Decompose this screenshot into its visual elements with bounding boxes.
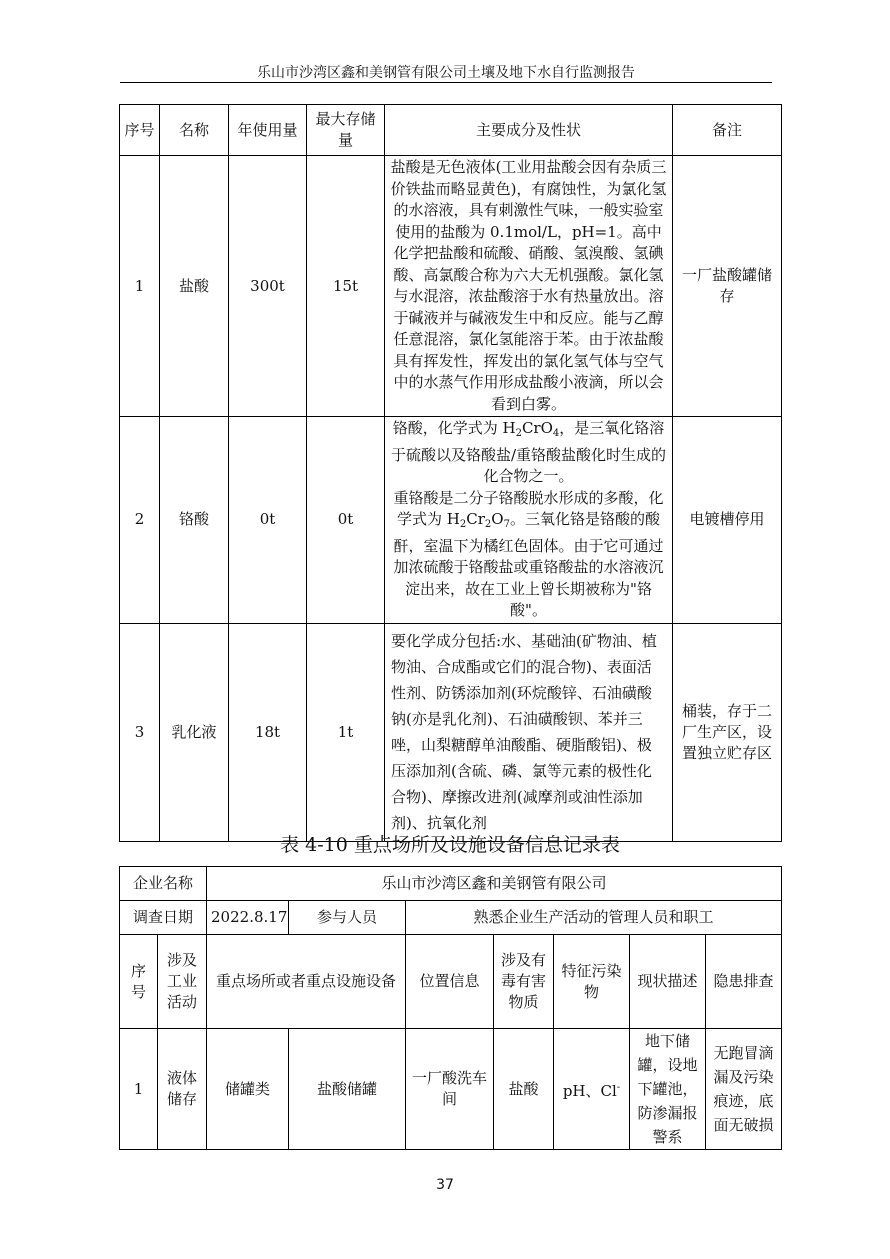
row-annual: 0t — [229, 417, 307, 624]
col-header-location: 位置信息 — [406, 935, 494, 1029]
table-caption: 表 4-10 重点场所及设施设备信息记录表 — [280, 834, 620, 856]
page-number: 37 — [436, 1177, 454, 1193]
row-activity: 液体储存 — [158, 1029, 207, 1150]
col-header-max: 最大存储量 — [307, 105, 385, 156]
row-note: 桶装，存于二厂生产区，设置独立贮存区 — [673, 623, 782, 841]
row-no: 3 — [120, 623, 160, 841]
col-header-no: 序号 — [120, 105, 160, 156]
date-label: 调查日期 — [120, 901, 207, 935]
row-type: 储罐类 — [207, 1029, 289, 1150]
col-header-hazard: 隐患排查 — [706, 935, 782, 1029]
header-rule — [120, 82, 772, 83]
table-header-row — [120, 105, 782, 156]
row-facility: 盐酸储罐 — [289, 1029, 406, 1150]
col-header-no: 序号 — [120, 935, 158, 1029]
table-row — [120, 1029, 782, 1150]
row-description: 要化学成分包括:水、基础油(矿物油、植物油、合成酯或它们的混合物)、表面活性剂、防锈添加剂(环烷酸锌、石油磺酸钠(亦是乳化剂)、石油磺酸钡、苯并三唑，山梨糖醇单油酸酯、硬脂酸铝)、极压添加剂(含硫、磷、氯等元素的极性化合物)、摩擦改进剂(减摩剂或油性添加剂)、抗氧化剂 — [385, 623, 673, 841]
table-row — [120, 417, 782, 624]
col-header-activity: 涉及工业活动 — [158, 935, 207, 1029]
row-note: 一厂盐酸罐储存 — [673, 156, 782, 417]
row-annual: 300t — [229, 156, 307, 417]
company-label: 企业名称 — [120, 867, 207, 901]
row-max: 0t — [307, 417, 385, 624]
col-header-annual: 年使用量 — [229, 105, 307, 156]
row-no: 1 — [120, 156, 160, 417]
table-row — [120, 623, 782, 841]
col-header-name: 名称 — [160, 105, 229, 156]
table-header-row — [120, 935, 782, 1029]
col-header-note: 备注 — [673, 105, 782, 156]
row-description: 铬酸，化学式为 $H_2CrO_4$，是三氧化铬溶于硫酸以及铬酸盐/重铬酸盐酸化时生成的化合物之一。 重铬酸是二分子铬酸脱水形成的多酸，化学式为 $H_2Cr_2O_7$。三氧化铬是铬酸的酸酐，室温下为橘红色固体。由于它可通过加浓硫酸于铬酸盐或重铬酸盐的水溶液沉淀出来，故在工业上曾长期被称为"铬酸"。 — [385, 417, 673, 624]
row-location: 一厂酸洗车间 — [406, 1029, 494, 1150]
row-toxic: 盐酸 — [494, 1029, 554, 1150]
facility-record-table — [119, 866, 782, 1150]
row-description: 盐酸是无色液体(工业用盐酸会因有杂质三价铁盐而略显黄色)，有腐蚀性，为氯化氢的水溶液，具有刺激性气味，一般实验室使用的盐酸为 0.1mol/L，pH=1。高中化学把盐酸和硫酸、硝酸、氢溴酸、氢碘酸、高氯酸合称为六大无机强酸。氯化氢与水混溶，浓盐酸溶于水有热量放出。溶于碱液并与碱液发生中和反应。能与乙醇任意混溶，氯化氢能溶于苯。由于浓盐酸具有挥发性，挥发出的氯化氢气体与空气中的水蒸气作用形成盐酸小液滴，所以会看到白雾。 — [385, 156, 673, 417]
people-value: 熟悉企业生产活动的管理人员和职工 — [406, 901, 782, 935]
page-header: 乐山市沙湾区鑫和美钢管有限公司土壤及地下水自行监测报告 — [257, 65, 635, 81]
company-row — [120, 867, 782, 901]
col-header-props: 主要成分及性状 — [385, 105, 673, 156]
row-name: 乳化液 — [160, 623, 229, 841]
row-annual: 18t — [229, 623, 307, 841]
col-header-facility: 重点场所或者重点设施设备 — [207, 935, 406, 1029]
col-header-pollutant: 特征污染物 — [554, 935, 630, 1029]
row-max: 1t — [307, 623, 385, 841]
company-value: 乐山市沙湾区鑫和美钢管有限公司 — [207, 867, 782, 901]
row-note: 电镀槽停用 — [673, 417, 782, 624]
col-header-status: 现状描述 — [630, 935, 706, 1029]
people-label: 参与人员 — [289, 901, 406, 935]
row-name: 铬酸 — [160, 417, 229, 624]
row-no: 2 — [120, 417, 160, 624]
table-row — [120, 156, 782, 417]
row-no: 1 — [120, 1029, 158, 1150]
chemicals-table — [119, 104, 782, 842]
col-header-toxic: 涉及有毒有害物质 — [494, 935, 554, 1029]
survey-row — [120, 901, 782, 935]
date-value: 2022.8.17 — [207, 901, 289, 935]
row-max: 15t — [307, 156, 385, 417]
row-name: 盐酸 — [160, 156, 229, 417]
row-hazard: 无跑冒滴漏及污染痕迹，底面无破损 — [706, 1029, 782, 1150]
row-pollutant: pH、Cl- — [554, 1029, 630, 1150]
row-status: 地下储罐，设地下罐池，防渗漏报警系 — [630, 1029, 706, 1150]
